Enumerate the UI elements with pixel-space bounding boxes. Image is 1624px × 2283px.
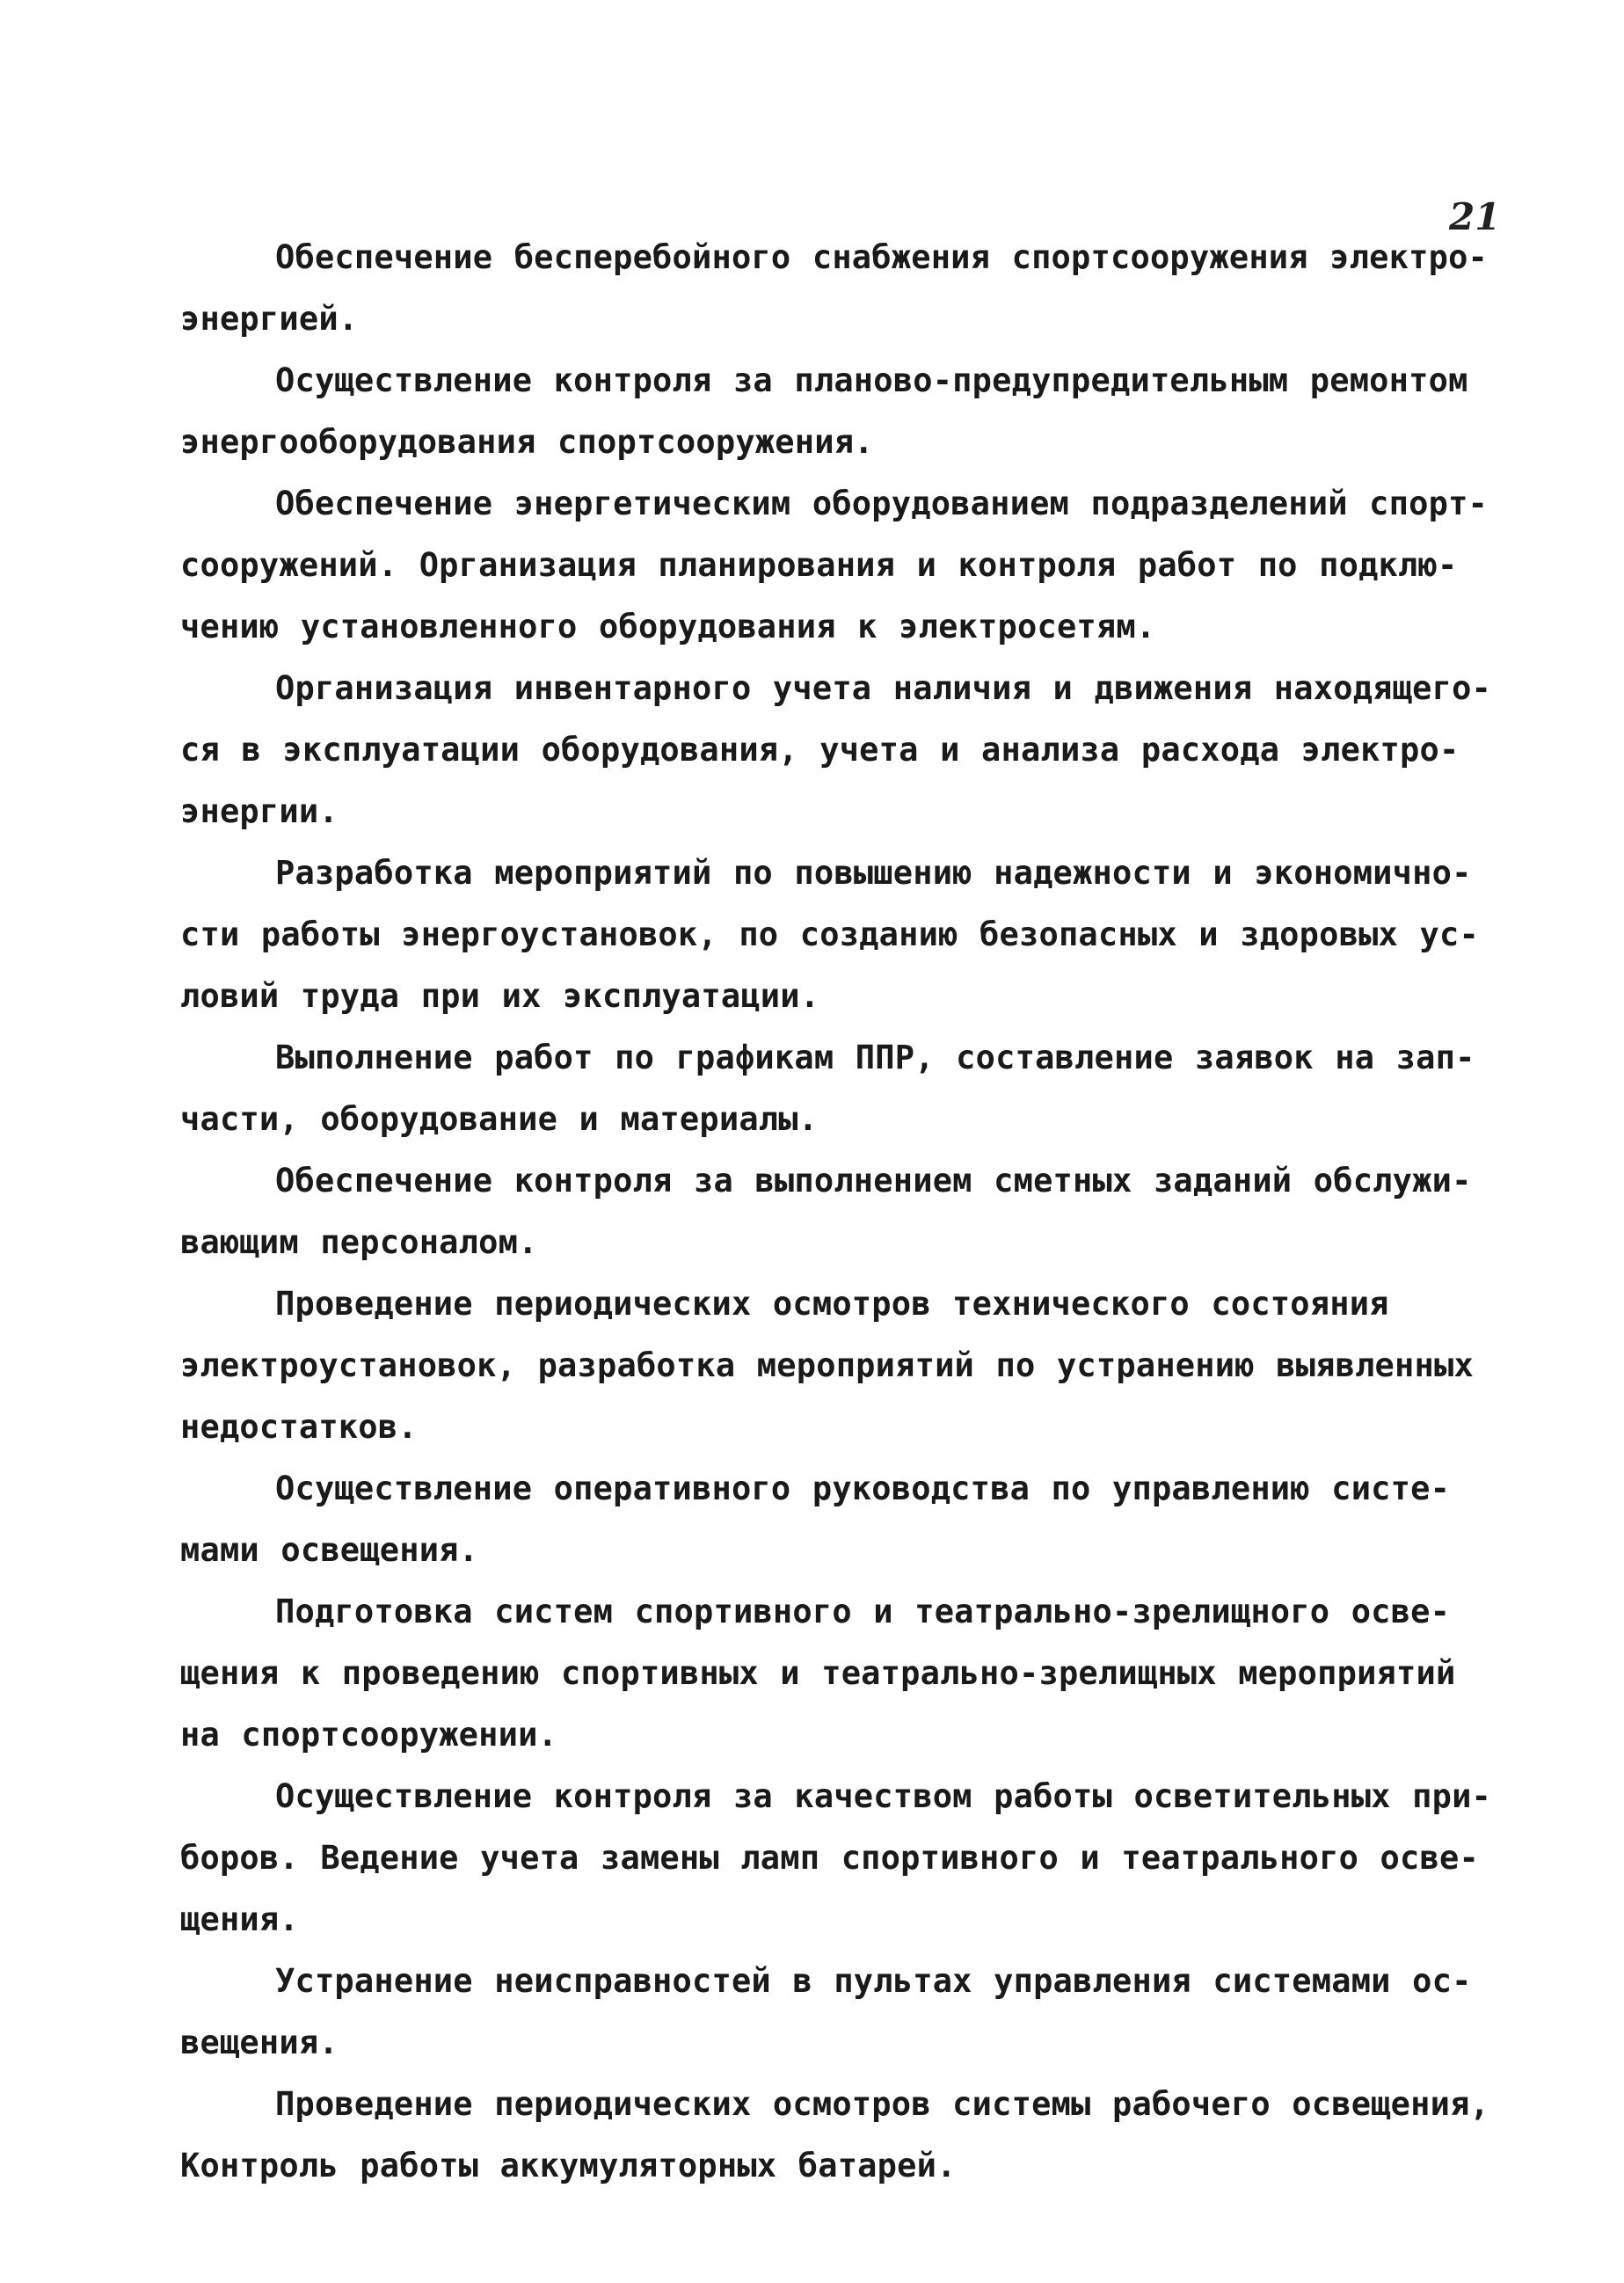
- paragraph: [180, 2074, 1490, 2197]
- text-line: Осуществление контроля за качеством работы осветительных при-: [275, 1777, 1492, 1815]
- text-line: Проведение периодических осмотров технического состояния: [275, 1285, 1389, 1323]
- text-line: недостатков.: [180, 1408, 418, 1446]
- text-line: Обеспечение контроля за выполнением сметных заданий обслужи-: [275, 1162, 1472, 1200]
- text-line: чению установленного оборудования к электросетям.: [180, 608, 1156, 646]
- text-line: Проведение периодических осмотров системы рабочего освещения,: [275, 2085, 1490, 2123]
- paragraph: [180, 350, 1468, 473]
- paragraph: [180, 658, 1492, 842]
- text-line: энергии.: [180, 792, 339, 830]
- text-line: энергией.: [180, 300, 359, 338]
- text-line: ловий труда при их эксплуатации.: [180, 977, 820, 1015]
- text-line: сооружений. Организация планирования и контроля работ по подклю-: [180, 546, 1458, 584]
- text-line: мами освещения.: [180, 1531, 479, 1569]
- text-line: Выполнение работ по графикам ППР, составление заявок на зап-: [275, 1039, 1475, 1076]
- text-line: на спортсооружении.: [180, 1716, 558, 1754]
- text-line: вающим персоналом.: [180, 1223, 538, 1261]
- paragraph: [180, 842, 1479, 1027]
- text-line: Организация инвентарного учета наличия и движения находящего-: [275, 669, 1492, 707]
- text-line: Разработка мероприятий по повышению надежности и экономично-: [275, 854, 1472, 892]
- paragraph: [180, 1951, 1472, 2074]
- text-line: энергооборудования спортсооружения.: [180, 423, 874, 461]
- text-line: щения.: [180, 1900, 299, 1938]
- paragraph: [180, 1027, 1475, 1150]
- paragraph: [180, 473, 1489, 658]
- text-line: боров. Ведение учета замены ламп спортивного и театрального осве-: [180, 1839, 1479, 1877]
- paragraph: [180, 1273, 1474, 1458]
- text-line: щения к проведению спортивных и театрально-зрелищных мероприятий: [180, 1654, 1456, 1692]
- document-body: [180, 227, 1492, 2197]
- text-line: сти работы энергоустановок, по созданию безопасных и здоровых ус-: [180, 915, 1479, 953]
- text-line: Обеспечение энергетическим оборудованием подразделений спорт-: [275, 485, 1489, 522]
- paragraph: [180, 1581, 1456, 1766]
- paragraph: [180, 227, 1489, 350]
- text-line: части, оборудование и материалы.: [180, 1100, 819, 1138]
- text-line: Осуществление оперативного руководства по управлению систе-: [275, 1470, 1451, 1507]
- paragraph: [180, 1766, 1492, 1951]
- text-line: Контроль работы аккумуляторных батарей.: [180, 2147, 957, 2185]
- text-line: Обеспечение бесперебойного снабжения спортсооружения электро-: [275, 238, 1489, 276]
- text-line: вещения.: [180, 2024, 339, 2061]
- text-line: Подготовка систем спортивного и театрально-зрелищного осве-: [275, 1593, 1451, 1630]
- text-line: Устранение неисправностей в пультах управления системами ос-: [275, 1962, 1472, 2000]
- text-line: электроустановок, разработка мероприятий по устранению выявленных: [180, 1346, 1474, 1384]
- paragraph: [180, 1150, 1472, 1273]
- text-line: ся в эксплуатации оборудования, учета и анализа расхода электро-: [180, 731, 1460, 769]
- paragraph: [180, 1458, 1451, 1581]
- text-line: Осуществление контроля за планово-предупредительным ремонтом: [275, 361, 1468, 399]
- page-number: 21: [1449, 195, 1501, 238]
